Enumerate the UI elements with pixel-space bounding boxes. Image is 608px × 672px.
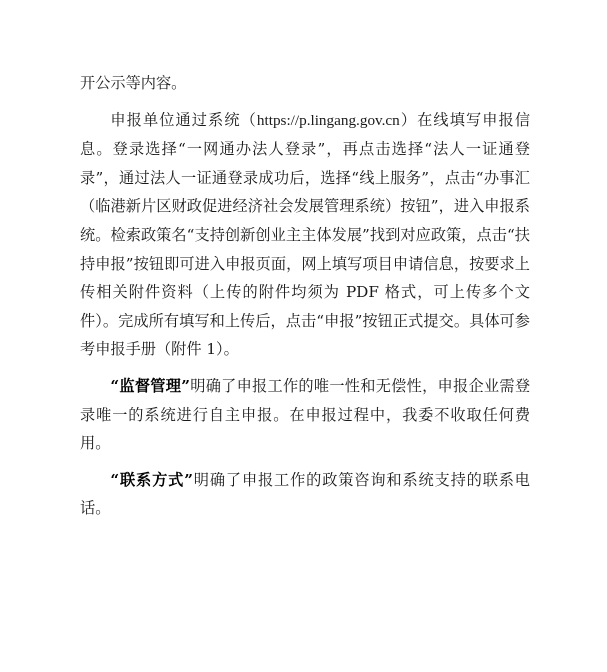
paragraph-1-text: ）在线填写申报信息。登录选择“一网通办法人登录”，再点击选择“法人一证通登录”，通过法人一证通登录成功后，选择“线上服务”，点击“办事汇（临港新片区财政促进经济社会发展管理系统）按钮”，进入申报系统。检索政策名“支持创新创业主主体发展”找到对应政策，点击“扶持申报”按钮即可进入申报页面，网上填写项目申请信息，按要求上传相关附件资料（上传的附件均须为 PDF 格式，可上传多个文件）。完成所有填写和上传后，点击“申报”按钮正式提交。具体可参考申报手册（附件 1）。 — [80, 110, 531, 359]
paragraph-continuation — [80, 69, 530, 98]
paragraph-0-text: 开公示等内容。 — [80, 74, 187, 92]
paragraph-supervision — [80, 372, 530, 458]
supervision-heading: “监督管理” — [110, 376, 190, 395]
paragraph-contact — [80, 466, 530, 523]
paragraph-3-text: 明确了申报工作的政策咨询和系统支持的联系电话。 — [80, 470, 530, 518]
paragraph-application-process — [80, 106, 530, 364]
paragraph-1-prefix: 申报单位通过系统（ — [110, 110, 257, 129]
document-body — [80, 69, 530, 531]
system-url: https://p.lingang.gov.cn — [256, 111, 400, 129]
contact-heading: “联系方式” — [110, 470, 193, 489]
paragraph-2-text: 明确了申报工作的唯一性和无偿性，申报企业需登录唯一的系统进行自主申报。在申报过程中，我委不收取任何费用。 — [80, 376, 531, 453]
